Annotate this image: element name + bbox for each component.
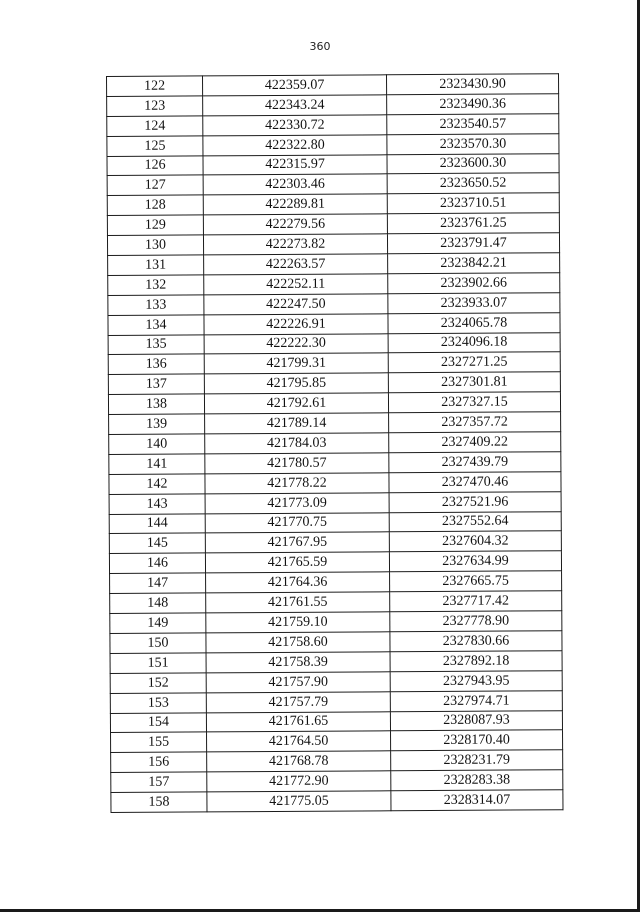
x-coordinate-cell: 422252.11 — [204, 274, 388, 295]
x-coordinate-cell: 421792.61 — [204, 393, 388, 414]
x-coordinate-cell: 422289.81 — [203, 194, 387, 215]
table-row — [110, 591, 562, 614]
y-coordinate-cell: 2323842.21 — [388, 253, 560, 274]
point-index-cell: 155 — [111, 732, 207, 752]
point-index-cell: 150 — [110, 633, 206, 653]
y-coordinate-cell: 2323600.30 — [387, 153, 559, 174]
y-coordinate-cell: 2327439.79 — [389, 452, 561, 473]
point-index-cell: 125 — [107, 136, 203, 156]
x-coordinate-cell: 422315.97 — [203, 154, 387, 175]
point-index-cell: 128 — [107, 195, 203, 215]
y-coordinate-cell: 2327830.66 — [390, 631, 562, 652]
x-coordinate-cell: 421789.14 — [205, 413, 389, 434]
table-row — [107, 193, 559, 216]
point-index-cell: 126 — [107, 155, 203, 175]
point-index-cell: 153 — [110, 693, 206, 713]
point-index-cell: 133 — [108, 295, 204, 315]
y-coordinate-cell: 2328087.93 — [390, 710, 562, 731]
table-row — [108, 392, 560, 415]
x-coordinate-cell: 421758.39 — [206, 652, 390, 673]
x-coordinate-cell: 421778.22 — [205, 473, 389, 494]
table-row — [107, 133, 559, 156]
point-index-cell: 158 — [111, 792, 207, 812]
y-coordinate-cell: 2324096.18 — [388, 332, 560, 353]
point-index-cell: 141 — [109, 454, 205, 474]
table-row — [107, 213, 559, 236]
table-row — [108, 293, 560, 316]
coordinate-table-body — [107, 74, 563, 813]
y-coordinate-cell: 2323902.66 — [388, 273, 560, 294]
coordinate-table — [106, 73, 563, 813]
x-coordinate-cell: 421757.79 — [206, 691, 390, 712]
x-coordinate-cell: 422279.56 — [203, 214, 387, 235]
point-index-cell: 152 — [110, 673, 206, 693]
point-index-cell: 149 — [110, 613, 206, 633]
y-coordinate-cell: 2327974.71 — [390, 690, 562, 711]
x-coordinate-cell: 421764.36 — [206, 572, 390, 593]
table-row — [111, 750, 563, 773]
point-index-cell: 134 — [108, 315, 204, 335]
x-coordinate-cell: 421768.78 — [207, 751, 391, 772]
table-row — [107, 74, 559, 97]
table-row — [111, 730, 563, 753]
table-row — [110, 631, 562, 654]
y-coordinate-cell: 2328231.79 — [391, 750, 563, 771]
y-coordinate-cell: 2323490.36 — [387, 94, 559, 115]
point-index-cell: 145 — [109, 533, 205, 553]
table-row — [109, 432, 561, 455]
x-coordinate-cell: 422330.72 — [203, 115, 387, 136]
y-coordinate-cell: 2327778.90 — [390, 611, 562, 632]
x-coordinate-cell: 421775.05 — [207, 791, 391, 812]
point-index-cell: 142 — [109, 474, 205, 494]
table-row — [110, 690, 562, 713]
x-coordinate-cell: 421761.65 — [206, 711, 390, 732]
x-coordinate-cell: 421757.90 — [206, 671, 390, 692]
point-index-cell: 129 — [107, 215, 203, 235]
x-coordinate-cell: 421767.95 — [205, 532, 389, 553]
table-row — [110, 571, 562, 594]
point-index-cell: 144 — [109, 513, 205, 533]
point-index-cell: 148 — [110, 593, 206, 613]
y-coordinate-cell: 2323791.47 — [387, 233, 559, 254]
y-coordinate-cell: 2327552.64 — [389, 511, 561, 532]
y-coordinate-cell: 2327604.32 — [389, 531, 561, 552]
y-coordinate-cell: 2328283.38 — [391, 770, 563, 791]
point-index-cell: 138 — [108, 394, 204, 414]
page-number: 360 — [309, 40, 331, 53]
point-index-cell: 136 — [108, 354, 204, 374]
y-coordinate-cell: 2323761.25 — [387, 213, 559, 234]
y-coordinate-cell: 2327665.75 — [390, 571, 562, 592]
point-index-cell: 132 — [108, 275, 204, 295]
x-coordinate-cell: 421770.75 — [205, 512, 389, 533]
x-coordinate-cell: 421799.31 — [204, 353, 388, 374]
table-row — [107, 233, 559, 256]
x-coordinate-cell: 421780.57 — [205, 453, 389, 474]
x-coordinate-cell: 422222.30 — [204, 333, 388, 354]
y-coordinate-cell: 2327892.18 — [390, 651, 562, 672]
y-coordinate-cell: 2327943.95 — [390, 670, 562, 691]
table-row — [107, 94, 559, 117]
table-row — [107, 173, 559, 196]
point-index-cell: 135 — [108, 334, 204, 354]
table-row — [109, 452, 561, 475]
point-index-cell: 157 — [111, 772, 207, 792]
table-row — [108, 273, 560, 296]
x-coordinate-cell: 422343.24 — [203, 95, 387, 116]
table-row — [108, 372, 560, 395]
table-row — [109, 412, 561, 435]
x-coordinate-cell: 422303.46 — [203, 174, 387, 195]
x-coordinate-cell: 422273.82 — [203, 234, 387, 255]
y-coordinate-cell: 2323933.07 — [388, 293, 560, 314]
table-row — [109, 511, 561, 534]
y-coordinate-cell: 2327327.15 — [388, 392, 560, 413]
x-coordinate-cell: 422247.50 — [204, 294, 388, 315]
x-coordinate-cell: 421795.85 — [204, 373, 388, 394]
table-row — [111, 790, 563, 813]
y-coordinate-cell: 2323570.30 — [387, 133, 559, 154]
table-row — [109, 491, 561, 514]
table-row — [110, 670, 562, 693]
y-coordinate-cell: 2323430.90 — [386, 74, 558, 95]
table-row — [108, 312, 560, 335]
point-index-cell: 139 — [109, 414, 205, 434]
x-coordinate-cell: 421764.50 — [207, 731, 391, 752]
point-index-cell: 151 — [110, 653, 206, 673]
point-index-cell: 140 — [109, 434, 205, 454]
y-coordinate-cell: 2327521.96 — [389, 491, 561, 512]
x-coordinate-cell: 422322.80 — [203, 134, 387, 155]
table-row — [109, 472, 561, 495]
table-row — [107, 114, 559, 137]
y-coordinate-cell: 2323650.52 — [387, 173, 559, 194]
y-coordinate-cell: 2328314.07 — [391, 790, 563, 811]
table-row — [110, 651, 562, 674]
table-row — [109, 551, 561, 574]
x-coordinate-cell: 421761.55 — [206, 592, 390, 613]
y-coordinate-cell: 2323540.57 — [387, 114, 559, 135]
point-index-cell: 127 — [107, 175, 203, 195]
y-coordinate-cell: 2324065.78 — [388, 312, 560, 333]
point-index-cell: 143 — [109, 494, 205, 514]
y-coordinate-cell: 2327271.25 — [388, 352, 560, 373]
y-coordinate-cell: 2327301.81 — [388, 372, 560, 393]
point-index-cell: 123 — [107, 96, 203, 116]
x-coordinate-cell: 421758.60 — [206, 632, 390, 653]
point-index-cell: 131 — [108, 255, 204, 275]
x-coordinate-cell: 421765.59 — [205, 552, 389, 573]
y-coordinate-cell: 2328170.40 — [391, 730, 563, 751]
y-coordinate-cell: 2327357.72 — [389, 412, 561, 433]
table-row — [110, 611, 562, 634]
table-row — [108, 253, 560, 276]
point-index-cell: 146 — [109, 553, 205, 573]
x-coordinate-cell: 421784.03 — [205, 433, 389, 454]
table-row — [108, 352, 560, 375]
point-index-cell: 130 — [107, 235, 203, 255]
point-index-cell: 124 — [107, 116, 203, 136]
table-row — [111, 770, 563, 793]
x-coordinate-cell: 422263.57 — [204, 254, 388, 275]
table-row — [108, 332, 560, 355]
table-row — [107, 153, 559, 176]
point-index-cell: 122 — [107, 76, 203, 96]
point-index-cell: 137 — [108, 374, 204, 394]
x-coordinate-cell: 421773.09 — [205, 492, 389, 513]
x-coordinate-cell: 421759.10 — [206, 612, 390, 633]
x-coordinate-cell: 421772.90 — [207, 771, 391, 792]
x-coordinate-cell: 422359.07 — [203, 75, 387, 96]
point-index-cell: 154 — [110, 712, 206, 732]
x-coordinate-cell: 422226.91 — [204, 313, 388, 334]
point-index-cell: 156 — [111, 752, 207, 772]
y-coordinate-cell: 2327409.22 — [389, 432, 561, 453]
point-index-cell: 147 — [110, 573, 206, 593]
y-coordinate-cell: 2327634.99 — [389, 551, 561, 572]
y-coordinate-cell: 2323710.51 — [387, 193, 559, 214]
y-coordinate-cell: 2327470.46 — [389, 472, 561, 493]
table-row — [109, 531, 561, 554]
y-coordinate-cell: 2327717.42 — [390, 591, 562, 612]
table-row — [110, 710, 562, 733]
